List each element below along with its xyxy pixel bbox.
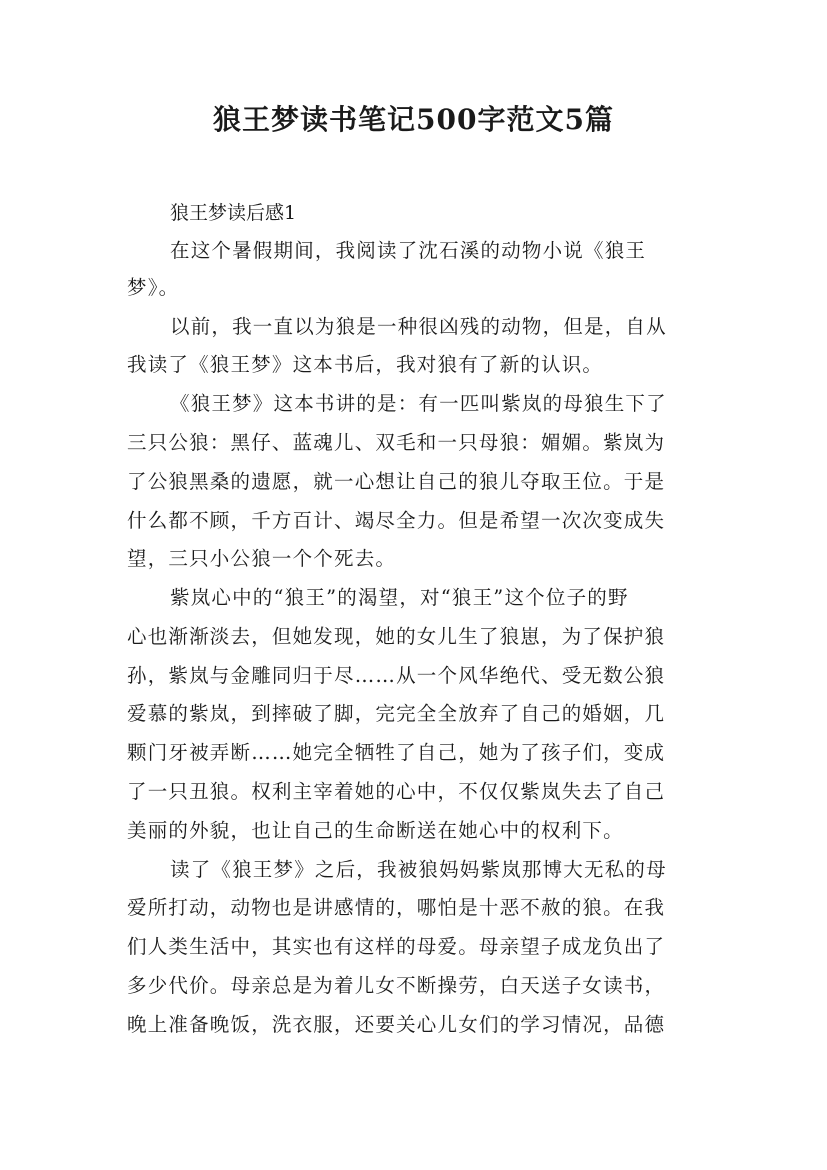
text-line: 美丽的外貌，也让自己的生命断送在她心中的权利下。: [127, 819, 624, 842]
text-line: 爱所打动，动物也是讲感情的，哪怕是十恶不赦的狼。在我: [127, 896, 666, 919]
text-line: 在这个暑假期间，我阅读了沈石溪的动物小说《狼王: [170, 239, 647, 262]
text-line: 什么都不顾，千方百计、竭尽全力。但是希望一次次变成失: [127, 509, 666, 532]
text-line: 爱慕的紫岚，到摔破了脚，完完全全放弃了自己的婚姻，几: [127, 702, 666, 725]
text-line: 三只公狼：黑仔、蓝魂儿、双毛和一只母狼：媚媚。紫岚为: [127, 431, 666, 454]
text-line: 梦》。: [127, 276, 180, 299]
text-line: 《狼王梦》这本书讲的是：有一匹叫紫岚的母狼生下了: [170, 392, 667, 415]
text-line: 了一只丑狼。权利主宰着她的心中，不仅仅紫岚失去了自己: [127, 780, 666, 803]
section-heading: 狼王梦读后感1: [170, 202, 297, 224]
text-line: 读了《狼王梦》之后，我被狼妈妈紫岚那博大无私的母: [170, 858, 667, 881]
text-line: 心也渐渐淡去，但她发现，她的女儿生了狼崽，为了保护狼: [127, 625, 666, 648]
text-line: 望，三只小公狼一个个死去。: [127, 547, 397, 570]
text-line: 们人类生活中，其实也有这样的母爱。母亲望子成龙负出了: [127, 935, 666, 958]
text-line: 晚上准备晚饭，洗衣服，还要关心儿女们的学习情况，品德: [127, 1013, 666, 1036]
text-line: 我读了《狼王梦》这本书后，我对狼有了新的认识。: [127, 353, 604, 376]
document-title: 狼王梦读书笔记500字范文5篇: [213, 103, 614, 136]
text-line: 了公狼黑桑的遗愿，就一心想让自己的狼儿夺取王位。于是: [127, 470, 666, 493]
text-line: 多少代价。母亲总是为着儿女不断操劳，白天送子女读书，: [127, 974, 666, 997]
text-line: 孙，紫岚与金雕同归于尽……从一个风华绝代、受无数公狼: [127, 664, 666, 687]
text-line: 颗门牙被弄断……她完全牺牲了自己，她为了孩子们，变成: [127, 741, 666, 764]
text-line: 以前，我一直以为狼是一种很凶残的动物，但是，自从: [170, 315, 667, 338]
text-line: 紫岚心中的“狼王”的渴望，对“狼王”这个位子的野: [170, 586, 629, 609]
